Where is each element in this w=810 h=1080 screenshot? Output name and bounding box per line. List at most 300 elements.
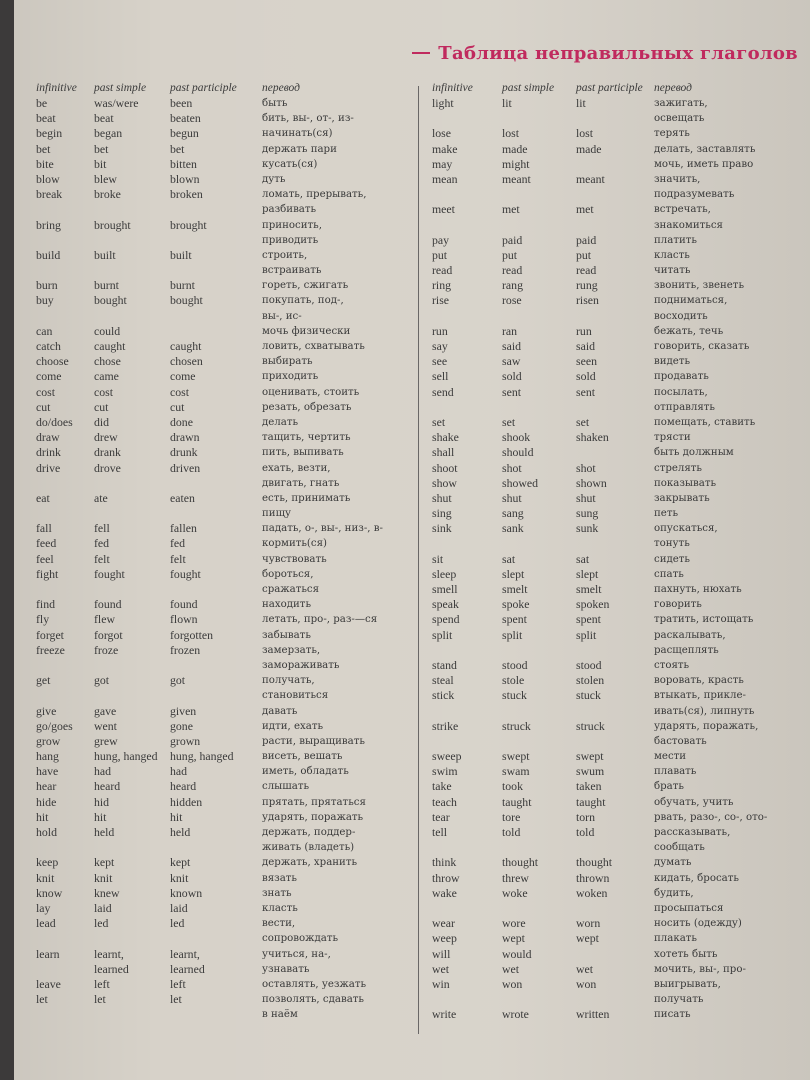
cell-past-simple: smelt	[502, 582, 528, 596]
cell-past-simple: left	[94, 976, 110, 991]
cell-infinitive: keep	[36, 855, 59, 870]
cell-past-participle: kept	[170, 855, 191, 870]
cell-translation: оценивать, стоить	[262, 386, 360, 398]
table-row	[36, 840, 414, 855]
cell-translation: тратить, истощать	[654, 614, 754, 626]
header-past-simple: past simple	[502, 82, 555, 94]
cell-translation: встречать,	[654, 204, 711, 216]
cell-past-simple: stole	[502, 673, 525, 688]
cell-past-simple: hit	[94, 809, 107, 824]
table-row	[36, 126, 414, 141]
table-row	[36, 552, 414, 567]
table-row	[36, 719, 414, 734]
table-row	[36, 704, 414, 719]
cell-infinitive: pay	[432, 232, 450, 247]
cell-infinitive: set	[432, 414, 446, 429]
cell-translation: иметь, обладать	[262, 766, 349, 778]
cell-translation: рассказывать,	[654, 827, 731, 838]
cell-past-simple: fell	[94, 521, 110, 536]
table-row	[432, 1007, 808, 1022]
cell-past-simple: fought	[94, 566, 125, 581]
cell-past-simple: wet	[502, 961, 520, 976]
cell-past-participle: brought	[170, 217, 207, 232]
table-row	[432, 567, 808, 582]
table-row	[36, 233, 414, 248]
cell-infinitive: fly	[36, 612, 50, 627]
table-row	[36, 795, 414, 810]
cell-past-participle: set	[576, 414, 590, 429]
cell-translation: звонить, звенеть	[654, 280, 744, 292]
cell-infinitive: teach	[432, 794, 457, 809]
page-title-block	[412, 38, 810, 68]
cell-past-participle: broken	[170, 187, 203, 202]
table-row	[36, 567, 414, 582]
table-row	[432, 142, 808, 157]
cell-past-simple: paid	[502, 232, 523, 247]
cell-past-participle: wet	[576, 961, 594, 976]
cell-translation: бить, вы-, от-, из-	[262, 113, 354, 125]
table-row	[432, 506, 808, 521]
cell-translation: трясти	[654, 432, 691, 444]
cell-infinitive: get	[36, 673, 51, 688]
cell-infinitive: fight	[36, 566, 59, 581]
cell-past-participle: gone	[170, 718, 193, 733]
cell-past-participle: grown	[170, 733, 201, 748]
table-row	[432, 825, 808, 840]
table-row	[36, 293, 414, 308]
cell-translation: оставлять, уезжать	[262, 978, 367, 990]
table-row	[36, 157, 414, 172]
cell-past-participle: seen	[576, 354, 597, 369]
cell-past-participle: read	[576, 263, 597, 278]
cell-infinitive: lay	[36, 900, 51, 915]
cell-past-participle: said	[576, 339, 596, 353]
cell-translation: сидеть	[654, 553, 690, 565]
cell-infinitive: break	[36, 187, 63, 202]
cell-translation: делать, заставлять	[654, 143, 756, 155]
table-row	[432, 962, 808, 977]
cell-infinitive: come	[36, 369, 62, 384]
table-row	[432, 719, 808, 734]
table-row	[432, 354, 808, 369]
cell-infinitive: make	[432, 141, 458, 156]
cell-translation: мести	[654, 751, 687, 763]
cell-past-simple: won	[502, 976, 523, 991]
cell-infinitive: catch	[36, 339, 61, 353]
cell-infinitive: say	[432, 339, 448, 353]
cell-infinitive: stand	[432, 657, 457, 672]
table-row	[432, 461, 808, 476]
table-row	[432, 931, 808, 946]
cell-infinitive: will	[432, 946, 451, 961]
cell-past-simple: said	[502, 339, 522, 353]
table-row	[432, 369, 808, 384]
cell-infinitive: leave	[36, 976, 61, 991]
cell-infinitive: bite	[36, 156, 54, 171]
cell-translation: ловить, схватывать	[262, 341, 365, 352]
cell-past-participle: told	[576, 825, 595, 839]
cell-past-participle: laid	[170, 900, 188, 915]
table-row	[432, 886, 808, 901]
table-row	[36, 947, 414, 962]
cell-past-participle: learnt,	[170, 946, 200, 961]
cell-translation: мочить, вы-, про-	[654, 963, 746, 975]
cell-past-participle: got	[170, 673, 186, 688]
cell-infinitive: sink	[432, 521, 452, 536]
cell-translation: замораживать	[262, 659, 340, 671]
table-row	[432, 187, 808, 202]
cell-translation: терять	[654, 128, 690, 140]
cell-infinitive: mean	[432, 171, 458, 186]
cell-translation: пить, выпивать	[262, 447, 344, 459]
cell-translation: восходить	[654, 310, 708, 322]
cell-past-simple: cut	[94, 399, 109, 414]
table-row	[36, 779, 414, 794]
cell-infinitive: freeze	[36, 642, 65, 657]
cell-past-participle: rung	[576, 278, 598, 293]
cell-past-participle: run	[576, 323, 592, 338]
cell-translation: получать	[654, 994, 704, 1006]
cell-past-simple: forgot	[94, 627, 123, 642]
cell-translation: петь	[654, 508, 679, 520]
cell-past-simple: met	[502, 202, 520, 217]
cell-translation: подниматься,	[654, 295, 728, 307]
cell-infinitive: blow	[36, 171, 60, 186]
cell-past-participle: sunk	[576, 521, 599, 536]
header-infinitive: infinitive	[36, 82, 77, 94]
cell-translation: начинать(ся)	[262, 128, 333, 140]
header-translation: перевод	[654, 82, 692, 94]
cell-infinitive: tear	[432, 809, 450, 824]
cell-past-participle: bitten	[170, 156, 197, 171]
cell-infinitive: rise	[432, 293, 450, 308]
table-row	[36, 96, 414, 111]
cell-translation: расщеплять	[654, 644, 719, 656]
cell-past-simple: taught	[502, 794, 532, 809]
table-row	[432, 248, 808, 263]
table-row	[36, 886, 414, 901]
cell-infinitive: choose	[36, 354, 69, 369]
header-past-simple: past simple	[94, 82, 147, 94]
table-row	[432, 202, 808, 217]
right-table	[432, 82, 808, 1022]
cell-translation: сражаться	[262, 584, 320, 595]
cell-past-participle: spent	[576, 612, 601, 627]
table-row	[432, 947, 808, 962]
cell-translation: стрелять	[654, 462, 702, 474]
table-row	[36, 931, 414, 946]
cell-past-simple: drank	[94, 445, 121, 460]
cell-translation: класть	[262, 902, 298, 914]
cell-translation: класть	[654, 249, 690, 261]
table-row	[432, 673, 808, 688]
cell-infinitive: sell	[432, 369, 449, 384]
cell-past-participle: done	[170, 414, 193, 429]
cell-past-participle: found	[170, 597, 198, 612]
cell-translation: опускаться,	[654, 523, 718, 535]
cell-translation: сопровождать	[262, 933, 339, 945]
table-row	[36, 643, 414, 658]
cell-past-simple: learnt,	[94, 946, 124, 961]
cell-past-participle: bought	[170, 293, 203, 308]
cell-infinitive: strike	[432, 718, 459, 733]
cell-infinitive: find	[36, 597, 56, 612]
table-row	[36, 415, 414, 430]
cell-past-participle: struck	[576, 718, 605, 733]
cell-past-simple: broke	[94, 187, 121, 202]
cell-past-simple: brought	[94, 217, 131, 232]
cell-translation: брать	[654, 781, 684, 793]
cell-translation: прятать, прятаться	[262, 796, 366, 808]
table-row	[432, 278, 808, 293]
cell-past-participle: sung	[576, 506, 599, 521]
book-page	[14, 0, 810, 1080]
table-row	[432, 779, 808, 794]
table-row	[36, 354, 414, 369]
cell-translation: воровать, красть	[654, 675, 744, 687]
cell-past-simple: hid	[94, 794, 110, 809]
cell-infinitive: drink	[36, 445, 61, 460]
cell-past-simple: knew	[94, 885, 120, 900]
table-row	[432, 491, 808, 506]
cell-past-simple: struck	[502, 718, 531, 733]
cell-past-participle: knit	[170, 870, 189, 885]
cell-past-participle: torn	[576, 809, 596, 824]
cell-past-simple: led	[94, 916, 109, 931]
cell-translation: подразумевать	[654, 189, 735, 201]
cell-infinitive: feed	[36, 536, 57, 551]
cell-translation: давать	[262, 705, 298, 717]
cell-past-simple: heard	[94, 779, 121, 794]
cell-infinitive: buy	[36, 293, 54, 308]
table-row	[432, 795, 808, 810]
cell-infinitive: shut	[432, 490, 452, 505]
cell-past-simple: swam	[502, 764, 530, 779]
table-row	[36, 202, 414, 217]
cell-translation: дуть	[262, 173, 286, 185]
cell-infinitive: shoot	[432, 460, 458, 475]
cell-past-simple: woke	[502, 885, 528, 900]
cell-past-participle: spoken	[576, 597, 610, 612]
cell-past-simple: lost	[502, 126, 520, 141]
cell-infinitive: wear	[432, 916, 455, 931]
cell-past-participle: shaken	[576, 430, 609, 445]
cell-past-participle: hung, hanged	[170, 749, 234, 764]
cell-past-simple: shut	[502, 490, 522, 505]
table-row	[36, 658, 414, 673]
cell-translation: бастовать	[654, 735, 707, 747]
cell-past-participle: hidden	[170, 794, 203, 809]
cell-translation: вы-, ис-	[262, 310, 302, 322]
cell-translation: находить	[262, 599, 311, 611]
table-row	[36, 521, 414, 536]
cell-infinitive: hit	[36, 809, 49, 824]
cell-past-simple: caught	[94, 339, 126, 353]
cell-translation: рвать, разо-, со-, ото-	[654, 811, 768, 823]
cell-past-simple: threw	[502, 870, 529, 885]
table-row	[432, 96, 808, 111]
cell-past-participle: thought	[576, 855, 613, 870]
cell-past-participle: eaten	[170, 490, 195, 505]
cell-past-simple: shot	[502, 460, 522, 475]
cell-past-simple: told	[502, 825, 521, 839]
table-row	[432, 476, 808, 491]
cell-translation: покупать, под-,	[262, 295, 344, 307]
cell-past-simple: slept	[502, 566, 525, 581]
cell-infinitive: show	[432, 475, 457, 490]
cell-past-participle: swum	[576, 764, 605, 779]
cell-translation: живать (владеть)	[262, 842, 355, 854]
table-row	[36, 506, 414, 521]
header-translation: перевод	[262, 82, 300, 94]
cell-past-simple: should	[502, 445, 534, 460]
table-row	[36, 445, 414, 460]
cell-past-simple: rang	[502, 278, 523, 293]
cell-translation: учиться, на-,	[262, 948, 331, 960]
table-row	[432, 536, 808, 551]
cell-infinitive: give	[36, 703, 57, 718]
cell-past-participle: burnt	[170, 278, 195, 293]
cell-past-simple: found	[94, 597, 122, 612]
cell-past-participle: sent	[576, 384, 596, 399]
cell-infinitive: tell	[432, 825, 448, 839]
table-row	[36, 461, 414, 476]
cell-infinitive: lead	[36, 916, 56, 931]
cell-translation: кормить(ся)	[262, 538, 328, 550]
table-row	[432, 977, 808, 992]
cell-past-simple: ate	[94, 490, 108, 505]
table-row	[36, 218, 414, 233]
table-row	[36, 248, 414, 263]
cell-translation: забывать	[262, 629, 311, 641]
table-row	[36, 825, 414, 840]
table-row	[432, 339, 808, 354]
cell-past-simple: drew	[94, 430, 118, 445]
table-row	[36, 628, 414, 643]
title-accent-bar	[412, 52, 430, 54]
cell-infinitive: light	[432, 96, 454, 110]
table-row	[432, 233, 808, 248]
cell-infinitive: send	[432, 384, 454, 399]
cell-translation: говорить	[654, 599, 702, 611]
cell-translation: закрывать	[654, 492, 710, 504]
cell-infinitive: hang	[36, 749, 59, 764]
cell-translation: приносить,	[262, 219, 322, 231]
cell-translation: раскалывать,	[654, 629, 726, 641]
cell-translation: просыпаться	[654, 902, 724, 914]
cell-past-simple: blew	[94, 171, 117, 186]
table-row	[36, 612, 414, 627]
table-row	[36, 278, 414, 293]
cell-past-simple: spoke	[502, 597, 530, 612]
table-row	[432, 901, 808, 916]
table-row	[432, 415, 808, 430]
table-row	[432, 582, 808, 597]
table-row	[36, 901, 414, 916]
table-row	[432, 916, 808, 931]
cell-past-participle: known	[170, 885, 203, 900]
cell-infinitive: sit	[432, 551, 444, 566]
cell-translation: хотеть быть	[654, 948, 718, 960]
cell-translation: расти, выращивать	[262, 735, 365, 747]
cell-past-simple: beat	[94, 111, 114, 126]
table-row	[36, 263, 414, 278]
cell-past-simple: tore	[502, 809, 521, 824]
table-row	[36, 369, 414, 384]
cell-past-simple: sat	[502, 551, 516, 566]
table-row	[36, 385, 414, 400]
header-infinitive: infinitive	[432, 82, 473, 94]
cell-translation: есть, принимать	[262, 492, 351, 504]
table-row	[36, 962, 414, 977]
cell-infinitive: draw	[36, 430, 60, 445]
cell-translation: спать	[654, 568, 684, 580]
table-row	[36, 871, 414, 886]
cell-translation: делать	[262, 416, 299, 428]
cell-translation: зажигать,	[654, 98, 708, 109]
cell-past-participle: frozen	[170, 642, 201, 657]
cell-past-simple: wrote	[502, 1007, 529, 1022]
cell-infinitive: sweep	[432, 749, 462, 764]
cell-past-participle: lost	[576, 126, 594, 141]
cell-past-participle: worn	[576, 916, 601, 931]
cell-translation: мочь физически	[262, 325, 351, 337]
cell-infinitive: wet	[432, 961, 450, 976]
cell-infinitive: bring	[36, 217, 61, 232]
cell-infinitive: split	[432, 627, 453, 642]
table-row	[36, 734, 414, 749]
cell-translation: читать	[654, 265, 691, 277]
table-row	[432, 385, 808, 400]
cell-past-simple: ran	[502, 323, 518, 338]
cell-past-participle: blown	[170, 171, 200, 186]
cell-past-participle: fed	[170, 536, 186, 551]
cell-infinitive: knit	[36, 870, 55, 885]
cell-past-simple: did	[94, 414, 110, 429]
table-row	[432, 309, 808, 324]
cell-translation: позволять, сдавать	[262, 994, 364, 1006]
cell-past-participle: thrown	[576, 870, 610, 885]
table-row	[432, 612, 808, 627]
cell-past-participle: smelt	[576, 582, 602, 596]
cell-past-participle: caught	[170, 339, 202, 353]
cell-translation: кусать(ся)	[262, 158, 318, 170]
cell-past-simple: gave	[94, 703, 117, 718]
cell-translation: быть	[262, 98, 288, 109]
table-row	[432, 688, 808, 703]
cell-translation: пищу	[262, 508, 292, 520]
cell-past-simple: swept	[502, 749, 530, 764]
table-row	[36, 339, 414, 354]
cell-translation: чувствовать	[262, 553, 327, 565]
cell-translation: бороться,	[262, 568, 314, 580]
table-row	[432, 658, 808, 673]
cell-translation: становиться	[262, 690, 329, 702]
cell-past-simple: stood	[502, 657, 528, 672]
cell-translation: видеть	[654, 356, 691, 368]
cell-infinitive: can	[36, 323, 53, 338]
cell-translation: пахнуть, нюхать	[654, 584, 742, 595]
cell-translation: разбивать	[262, 204, 317, 216]
table-row	[36, 187, 414, 202]
cell-infinitive: fall	[36, 521, 52, 536]
cell-translation: быть должным	[654, 447, 734, 459]
cell-translation: гореть, сжигать	[262, 280, 349, 292]
cell-infinitive: grow	[36, 733, 61, 748]
cell-infinitive: burn	[36, 278, 58, 293]
table-row	[36, 1007, 414, 1022]
cell-infinitive: write	[432, 1007, 457, 1022]
